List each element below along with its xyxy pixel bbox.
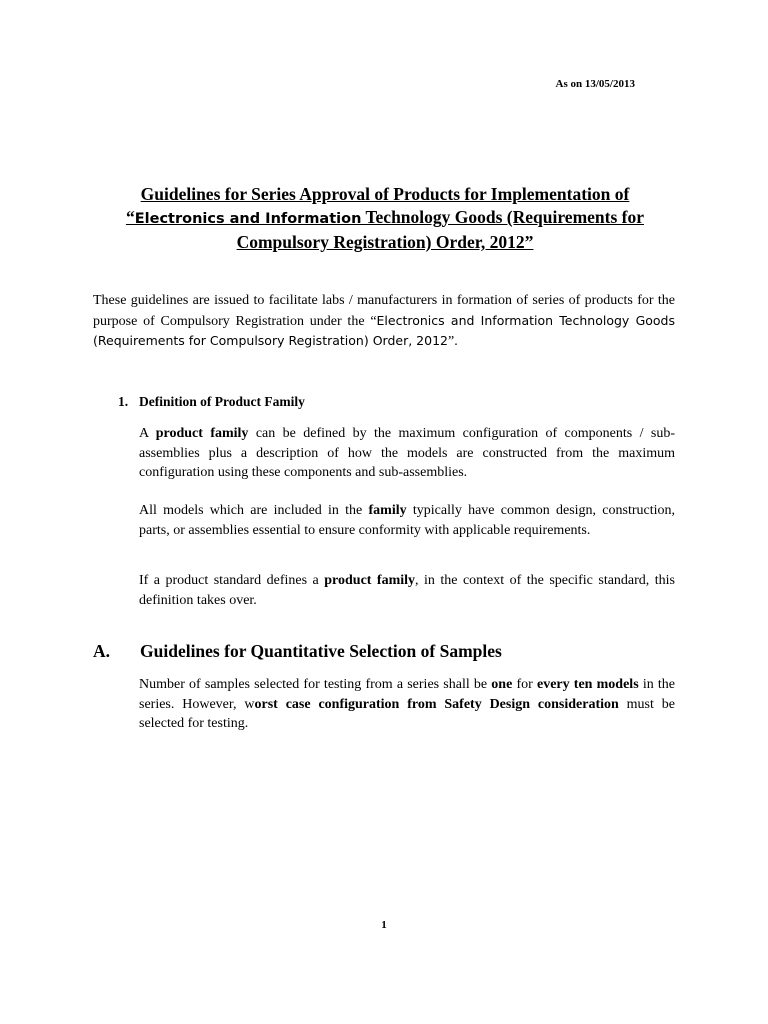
text: can be defined by the maximum configuration of components / sub-assemblies plus a description of how the models are constructed from the maximum configuration using these components and sub-assemblies. — [139, 426, 675, 480]
text: All models which are included in the — [139, 503, 369, 518]
intro-text-1: These guidelines are issued to facilitate labs / manufacturers in formation of series of products for the purpose of Compulsory Registration under the “ — [93, 293, 675, 329]
intro-text-sans: Electronics and Information Technology Goods (Requirements for Compulsory Registration) Order, 2012 — [93, 312, 675, 348]
page-number: 1 — [381, 919, 387, 931]
section-1-paragraph-3 — [139, 571, 675, 610]
title-line-1: Guidelines for Series Approval of Products for Implementation of — [140, 184, 630, 204]
section-a-paragraph — [139, 675, 675, 734]
bold-text: product family — [155, 426, 249, 441]
text: Number of samples selected for testing from a series shall be — [139, 677, 492, 692]
section-1-number: 1. — [118, 394, 129, 409]
section-1-paragraph-2 — [139, 501, 675, 540]
text: , in the context of the specific standard, this definition takes over. — [139, 573, 676, 608]
text: A — [139, 426, 156, 441]
intro-text-3: ”. — [447, 334, 458, 349]
bold-text: orst case configuration from Safety Design consideration — [254, 696, 619, 712]
bold-text: every ten models — [536, 677, 639, 692]
section-a-title: Guidelines for Quantitative Selection of Samples — [140, 641, 502, 661]
text: must be selected for testing. — [139, 696, 675, 731]
title-quote: “ — [125, 207, 135, 227]
section-1-title: Definition of Product Family — [139, 394, 305, 409]
text: for — [512, 677, 537, 692]
section-a-letter: A. — [93, 641, 111, 661]
date-stamp: As on 13/05/2013 — [555, 78, 635, 90]
text: typically have common design, construction, parts, or assemblies essential to ensure conformity with applicable requirements. — [139, 503, 675, 538]
bold-text: family — [368, 503, 407, 518]
bold-text: one — [491, 677, 513, 692]
section-a-heading — [93, 641, 502, 662]
title-line-2-sans: Electronics and Information — [134, 211, 362, 227]
document-title — [90, 183, 680, 254]
title-line-3: Compulsory Registration) Order, 2012” — [236, 232, 534, 252]
section-1-heading — [118, 394, 305, 410]
title-line-2 — [126, 207, 644, 227]
intro-paragraph — [93, 291, 675, 352]
text: in the series. However, w — [139, 677, 676, 712]
title-line-2-rest: Technology Goods (Requirements for — [361, 207, 645, 227]
text: If a product standard defines a — [139, 573, 325, 588]
bold-text: product family — [324, 573, 416, 588]
section-1-paragraph-1 — [139, 424, 675, 483]
